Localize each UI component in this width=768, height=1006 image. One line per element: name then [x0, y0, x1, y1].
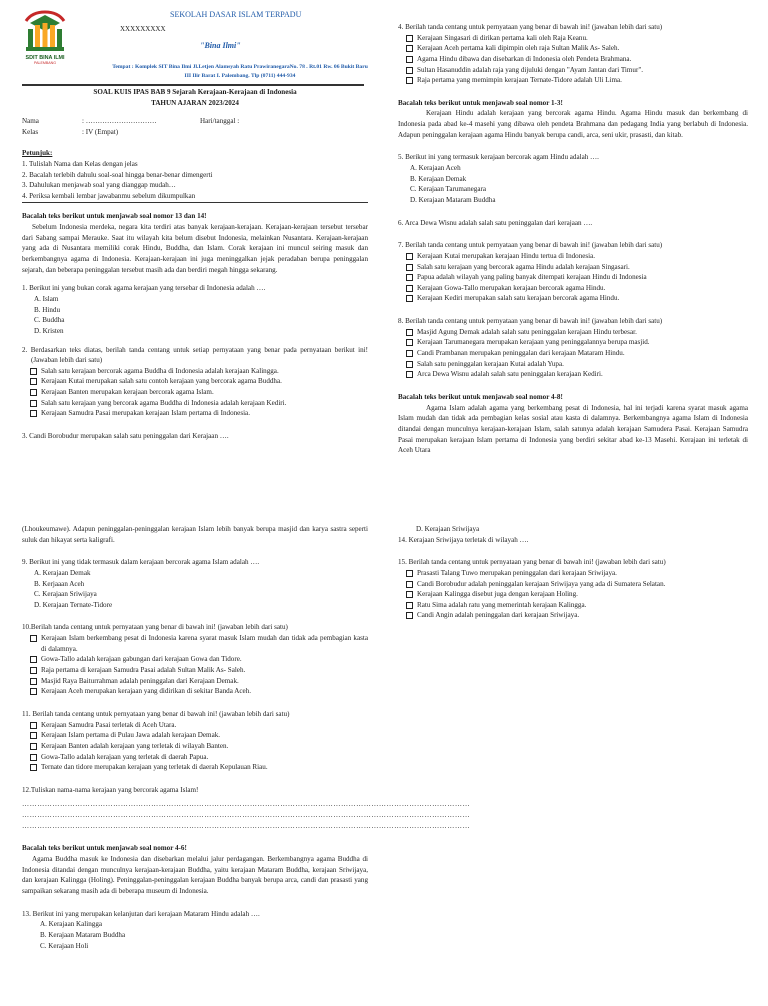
- checkbox[interactable]: [30, 667, 37, 674]
- checkbox[interactable]: [30, 678, 37, 685]
- q10-item[interactable]: Kerajaan Aceh merupakan kerajaan yang didirikan di sekitar Banda Aceh.: [22, 686, 368, 697]
- q1-option-d[interactable]: D. Kristen: [34, 326, 64, 335]
- answer-line[interactable]: ……………………………………………………………………………………………………………………………………………………………: [22, 800, 471, 809]
- reading-title-4-8: Bacalah teks berikut untuk menjawab soal nomor 4-8!: [398, 392, 563, 401]
- q4-item[interactable]: Agama Hindu dibawa dan disebarkan di Indonesia oleh Pendeta Brahmana.: [398, 54, 748, 65]
- exam-year: TAHUN AJARAN 2023/2024: [151, 98, 239, 107]
- petunjuk-item: 3. Dahulukan menjawab soal yang dianggap mudah…: [22, 181, 176, 190]
- petunjuk-rule: [22, 202, 368, 203]
- hari-label[interactable]: Hari/tanggal :: [200, 117, 240, 126]
- school-logo: [18, 9, 72, 65]
- reading-text-4-6: Agama Buddha masuk ke Indonesia dan disebarkan melalui jalur perdagangan. Berkembangnya agama Buddha di Indonesia ditandai dengan munculnya kerajaan-kerajaan Buddha, yaitu kerajaan Mataram Buddha, kerajaan Sriwijaya, dan kerajaan Kalingga (Holing). Peninggalan-peninggalan kerajaan Buddha banyak berupa arca, candi dan prasasti yang sampaikan sekarang masih ada di beberapa museum di Indonesia.: [22, 855, 368, 895]
- checkbox[interactable]: [406, 35, 413, 42]
- petunjuk-item: 1. Tulislah Nama dan Kelas dengan jelas: [22, 159, 138, 168]
- checkbox[interactable]: [406, 339, 413, 346]
- checkbox[interactable]: [406, 56, 413, 63]
- q7-item[interactable]: Papua adalah wilayah yang paling banyak ditempati kerajaan Hindu di Indonesia: [398, 272, 748, 283]
- page-2: [0, 503, 768, 1006]
- q11-item[interactable]: Gowa-Tallo adalah kerajaan yang terletak di daerah Papua.: [22, 752, 368, 763]
- checkbox[interactable]: [406, 350, 413, 357]
- q4-item[interactable]: Kerajaan Singasari di dirikan pertama kali oleh Raja Keanu.: [398, 33, 748, 44]
- q1-option-a[interactable]: A. Islam: [34, 294, 59, 303]
- question-2: 2. Berdasarkan teks diatas, berilah tanda centang untuk setiap pernyataan yang benar pada pernyataan berikut ini! (Jawaban lebih dari satu): [22, 345, 368, 365]
- checkbox[interactable]: [30, 722, 37, 729]
- q2-item[interactable]: Kerajaan Banten merupakan kerajaan bercorak agama Islam.: [22, 387, 368, 398]
- question-5: 5. Berikut ini yang termasuk kerajaan bercorak agam Hindu adalah ….: [398, 153, 599, 162]
- question-7: 7. Berilah tanda centang untuk pernyataan yang benar di bawah ini! (jawaban lebih dari satu): [398, 241, 663, 250]
- reading-text-continued: (Lhoukeumawe). Adapun peninggalan-peninggalan kerajaan Islam lebih banyak berupa masjid dan karya sastra seperti suluk dan hikayat serta kaligrafi.: [22, 525, 368, 544]
- q10-item[interactable]: Kerajaan Islam berkembang pesat di Indonesia karena syarat masuk Islam mudah dan tidak ada pembagian kasta di dalamnya.: [22, 633, 368, 654]
- checkbox[interactable]: [406, 77, 413, 84]
- q9-option-a[interactable]: A. Kerajaan Demak: [34, 568, 91, 577]
- q15-item[interactable]: Prasasti Talang Tuwo merupakan peninggalan dari kerajaan Sriwijaya.: [398, 568, 748, 579]
- question-9: 9. Berikut ini yang tidak termasuk dalam kerajaan bercorak agama Islam adalah ….: [22, 558, 260, 567]
- q10-item[interactable]: Masjid Raya Baiturrahman adalah peninggalan dari Kerajaan Demak.: [22, 676, 368, 687]
- reading-title-13-14: Bacalah teks berikut untuk menjawab soal nomor 13 dan 14!: [22, 212, 207, 221]
- q5-option-a[interactable]: A. Kerajaan Aceh: [410, 164, 461, 173]
- q2-item[interactable]: Kerajaan Kutai merupakan salah satu contoh kerajaan yang bercorak agama Buddha.: [22, 376, 368, 387]
- checkbox[interactable]: [30, 743, 37, 750]
- checkbox[interactable]: [406, 570, 413, 577]
- q1-option-c[interactable]: C. Buddha: [34, 316, 65, 325]
- question-10: 10.Berilah tanda centang untuk pernyataan yang benar di bawah ini! (jawaban lebih dari satu): [22, 623, 288, 632]
- exam-title: SOAL KUIS IPAS BAB 9 Sejarah Kerajaan-Kerajaan di Indonesia: [93, 88, 297, 96]
- school-motto: "Bina Ilmi": [200, 41, 241, 50]
- checkbox[interactable]: [406, 602, 413, 609]
- checkbox[interactable]: [406, 371, 413, 378]
- q9-option-b[interactable]: B. Kerjaaan Aceh: [34, 579, 85, 588]
- checkbox[interactable]: [30, 764, 37, 771]
- checkbox[interactable]: [30, 400, 37, 407]
- question-14: 14. Kerajaan Sriwijaya terletak di wilayah ….: [398, 535, 529, 544]
- q15-item[interactable]: Candi Angin adalah peninggalan dari kerajaan Sriwijaya.: [398, 610, 748, 621]
- question-11: 11. Berilah tanda centang untuk pernyataan yang benar di bawah ini! (jawaban lebih dari satu): [22, 709, 290, 718]
- q7-item[interactable]: Kerajaan Kutai merupakan kerajaan Hindu tertua di Indonesia.: [398, 251, 748, 262]
- school-code: XXXXXXXXX: [120, 25, 166, 33]
- checkbox[interactable]: [406, 612, 413, 619]
- q7-item[interactable]: Kerajaan Gowa-Tallo merupakan kerajaan bercorak agama Hindu.: [398, 283, 748, 294]
- checkbox[interactable]: [30, 378, 37, 385]
- question-6: 6. Arca Dewa Wisnu adalah salah satu peninggalan dari kerajaan ….: [398, 218, 593, 227]
- q8-item[interactable]: Kerajaan Tarumanegara merupakan kerajaan yang peninggalannya berupa masjid.: [398, 337, 748, 348]
- q5-option-b[interactable]: B. Kerajaan Demak: [410, 174, 467, 183]
- reading-text-13-14: Sebelum Indonesia merdeka, negara kita terdiri atas banyak kerajaan-kerajaan. Kerajaan-kerajaan tersebut tersebar dari Sabang sampai Merauke. Saat itu wilayah kita belum disebut Indonesia, melainkan Nusantara. Kerajaan-kerajaan yang ada di Nusantara memiliki corak Hindu, Buddha, dan Islam. Corak kerajaan ini muncul seiring masuk dan berkembangnya agama di Indonesia. Kerajaan-kerajaan ini juga meninggalkan jejak peradaban berupa peninggalan sejarah, dan beberapa peninggalan tersebut masih ada dan berdiri megah hingga sekarang.: [22, 223, 368, 274]
- checkbox[interactable]: [406, 591, 413, 598]
- question-1: 1. Berikut ini yang bukan corak agama kerajaan yang tersebar di Indonesia adalah ….: [22, 284, 266, 293]
- checkbox[interactable]: [30, 688, 37, 695]
- checkbox[interactable]: [406, 253, 413, 260]
- checkbox[interactable]: [30, 754, 37, 761]
- q2-item[interactable]: Salah satu kerajaan bercorak agama Buddha di Indonesia adalah kerajaan Kalingga.: [22, 366, 368, 377]
- checkbox[interactable]: [406, 361, 413, 368]
- identity-block: [22, 116, 368, 140]
- q15-item[interactable]: Candi Borobudur adalah peninggalan kerajaan Sriwijaya yang ada di Sumatera Selatan.: [398, 579, 748, 590]
- q8-item[interactable]: Salah satu peninggalan kerajaan Kutai adalah Yupa.: [398, 359, 748, 370]
- right-column-1: [398, 22, 748, 456]
- petunjuk-item: 2. Bacalah terlebih dahulu soal-soal hingga benar-benar dimengerti: [22, 170, 213, 179]
- checkbox[interactable]: [30, 635, 37, 642]
- q9-option-c[interactable]: C. Kerajaan Sriwijaya: [34, 590, 97, 599]
- q13-option-c[interactable]: C. Kerajaan Holi: [40, 941, 89, 950]
- q5-option-c[interactable]: C. Kerajaan Tarumanegara: [410, 185, 486, 194]
- q13-option-d[interactable]: D. Kerajaan Sriwijaya: [416, 525, 480, 533]
- q7-item[interactable]: Kerajaan Kediri merupakan salah satu kerajaan bercorak agama Hindu.: [398, 293, 748, 304]
- q4-item[interactable]: Kerajaan Aceh pertama kali dipimpin oleh raja Sultan Malik As- Saleh.: [398, 43, 748, 54]
- question-15: 15. Berilah tanda centang untuk pernyataan yang benar di bawah ini! (jawaban lebih dari satu): [398, 558, 666, 567]
- q9-option-d[interactable]: D. Kerajaan Ternate-Tidore: [34, 600, 113, 609]
- right-column-2: [398, 524, 748, 621]
- address-line-2: III Ilir Barat I. Palembang. Tlp (0711) 444-934: [184, 72, 296, 79]
- q11-item[interactable]: Ternate dan tidore merupakan kerajaan yang terletak di daerah Kepulauan Riau.: [22, 762, 368, 773]
- q7-item[interactable]: Salah satu kerajaan yang bercorak agama Hindu adalah kerajaan Singasari.: [398, 262, 748, 273]
- school-address: [90, 63, 390, 81]
- logo-name: SDIT BINA ILMI: [25, 55, 65, 61]
- checkbox[interactable]: [30, 656, 37, 663]
- question-4: 4. Berilah tanda centang untuk pernyataan yang benar di bawah ini! (jawaban lebih dari satu): [398, 23, 663, 31]
- q2-item[interactable]: Salah satu kerajaan yang bercorak agama Buddha di Indonesia adalah kerajaan Kediri.: [22, 398, 368, 409]
- answer-line[interactable]: ……………………………………………………………………………………………………………………………………………………………: [22, 821, 471, 830]
- reading-text-1-3: Kerajaan Hindu adalah kerajaan yang bercorak agama Hindu. Agama Hindu masuk dan berkembang di Indonesia pada abad ke-4 masehi yang dibawa oleh pendeta Brahmana dan pedagang India yang berlabuh di Indonesia. Adapun peninggalan kerajaan agama Hindu banyak berupa candi, arca, seni ukir, prasasti, dan kitab.: [398, 109, 748, 139]
- q11-item[interactable]: Kerajaan Samudra Pasai terletak di Aceh Utara.: [22, 720, 368, 731]
- checkbox[interactable]: [406, 45, 413, 52]
- q1-option-b[interactable]: B. Hindu: [34, 305, 61, 314]
- checkbox[interactable]: [30, 389, 37, 396]
- answer-line[interactable]: ……………………………………………………………………………………………………………………………………………………………: [22, 811, 471, 820]
- checkbox[interactable]: [406, 264, 413, 271]
- checkbox[interactable]: [406, 285, 413, 292]
- logo-city: PALEMBANG: [33, 61, 57, 65]
- q10-item[interactable]: Gowa-Tallo adalah kerajaan gabungan dari kerajaan Gowa dan Tidore.: [22, 654, 368, 665]
- q10-item[interactable]: Raja pertama di kerajaan Samudra Pasai adalah Sultan Malik As- Saleh.: [22, 665, 368, 676]
- checkbox[interactable]: [406, 329, 413, 336]
- reading-title-4-6: Bacalah teks berikut untuk menjawab soal nomor 4-6!: [22, 844, 187, 853]
- nama-value[interactable]: : …………………………: [82, 117, 157, 126]
- question-8: 8. Berilah tanda centang untuk pernyataan yang benar di bawah ini! (jawaban lebih dari satu): [398, 317, 663, 326]
- question-12: 12.Tuliskan nama-nama kerajaan yang bercorak agama Islam!: [22, 785, 199, 794]
- checkbox[interactable]: [30, 410, 37, 417]
- q11-item[interactable]: Kerajaan Islam pertama di Pulau Jawa adalah kerajaan Demak.: [22, 730, 368, 741]
- q2-item[interactable]: Kerajaan Samudra Pasai merupakan kerajaan Islam pertama di Indonesia.: [22, 408, 368, 419]
- nama-label: Nama: [22, 117, 39, 126]
- q8-item[interactable]: Candi Prambanan merupakan peninggalan dari kerajaan Mataram Hindu.: [398, 348, 748, 359]
- question-3: 3. Candi Borobudur merupakan salah satu peninggalan dari Kerajaan ….: [22, 432, 229, 441]
- reading-text-4-8: Agama Islam adalah agama yang berkembang pesat di Indonesia, hal ini terjadi karena syarat masuk agama Islam mudah dan tidak ada pembagian kelas sosial atau kasta di dalamnya. Berkembangnya agama Islam di Indonesia ditandai dengan munculnya kerajaan-kerajaan Islam, salah satunya adalah kerajaan Samudera Pasai. Kerajaan Samudra Pasai merupakan kerajaan Islam pertama di Indonesia yang berdiri sekitar abad ke-13 Masehi. Kerajaan ini terletak di Aceh Utara: [398, 403, 748, 455]
- checkbox[interactable]: [30, 368, 37, 375]
- q15-item[interactable]: Ratu Sima adalah ratu yang memerintah kerajaan Kalingga.: [398, 600, 748, 611]
- checkbox[interactable]: [406, 581, 413, 588]
- q11-item[interactable]: Kerajaan Banten adalah kerajaan yang terletak di wilayah Banten.: [22, 741, 368, 752]
- q8-item[interactable]: Arca Dewa Wisnu adalah salah satu peninggalan kerajaan Kediri.: [398, 369, 748, 380]
- reading-title-1-3: Bacalah teks berikut untuk menjawab soal nomor 1-3!: [398, 98, 563, 107]
- petunjuk-item: 4. Periksa kembali lembar jawabanmu sebelum dikumpulkan: [22, 191, 196, 200]
- address-line-1: Tempat : Komplek SIT Bina Ilmi Jl.Letjen Alamsyah Ratu PrawiranegaraNo. 78 . Rt.01 Rw. 06 Bukit Baru: [112, 64, 368, 70]
- kelas-value: : IV (Empat): [82, 128, 119, 137]
- q4-item[interactable]: Raja pertama yang memimpin kerajaan Ternate-Tidore adalah Uli Lima.: [398, 75, 748, 86]
- q8-item[interactable]: Masjid Agung Demak adalah salah satu peninggalan kerajaan Hindu terbesar.: [398, 327, 748, 338]
- petunjuk-title: Petunjuk:: [22, 149, 53, 158]
- left-column-1: [22, 87, 368, 442]
- checkbox[interactable]: [30, 732, 37, 739]
- checkbox[interactable]: [406, 295, 413, 302]
- checkbox[interactable]: [406, 67, 413, 74]
- q5-option-d[interactable]: D. Kerajaan Mataram Buddha: [410, 195, 496, 204]
- header-rule: [22, 84, 364, 86]
- q15-item[interactable]: Kerajaan Kalingga disebut juga dengan kerajaan Holing.: [398, 589, 748, 600]
- checkbox[interactable]: [406, 274, 413, 281]
- school-name: SEKOLAH DASAR ISLAM TERPADU: [170, 10, 302, 19]
- question-13: 13. Berikut ini yang merupakan kelanjutan dari kerajaan Mataram Hindu adalah ….: [22, 909, 260, 918]
- kelas-label: Kelas: [22, 128, 39, 137]
- q4-item[interactable]: Sultan Hasanuddin adalah raja yang dijuluki dengan "Ayam Jantan dari Timur".: [398, 65, 748, 76]
- q13-option-b[interactable]: B. Kerajaan Mataram Buddha: [40, 930, 126, 939]
- q13-option-a[interactable]: A. Kerajaan Kalingga: [40, 920, 103, 929]
